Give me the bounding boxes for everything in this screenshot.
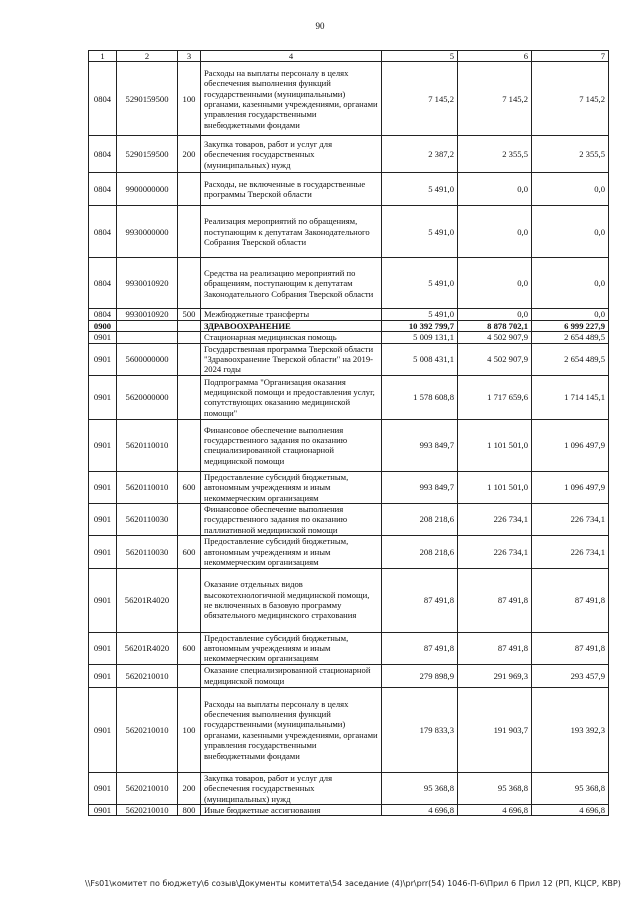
amount-year1-cell: 87 491,8	[382, 568, 458, 632]
section-code-cell: 0901	[89, 664, 117, 687]
section-code-cell: 0901	[89, 419, 117, 471]
section-code-cell: 0804	[89, 309, 117, 320]
amount-year3-cell: 87 491,8	[532, 632, 609, 664]
description-cell: Стационарная медицинская помощь	[201, 332, 382, 343]
table-row	[89, 258, 609, 309]
amount-year2-cell: 8 878 702,1	[458, 320, 532, 331]
amount-year3-cell: 0,0	[532, 206, 609, 258]
amount-year2-cell: 87 491,8	[458, 568, 532, 632]
target-article-cell: 5620210010	[117, 687, 178, 772]
table-row	[89, 687, 609, 772]
amount-year1-cell: 7 145,2	[382, 62, 458, 136]
amount-year3-cell: 2 355,5	[532, 136, 609, 173]
description-cell: Предоставление субсидий бюджетным, автономным учреждениям и иным некоммерческим организациям	[201, 632, 382, 664]
target-article-cell: 9930010920	[117, 258, 178, 309]
page-number: 90	[315, 21, 325, 31]
amount-year1-cell: 208 218,6	[382, 536, 458, 568]
amount-year3-cell: 7 145,2	[532, 62, 609, 136]
target-article-cell: 5620110010	[117, 471, 178, 503]
amount-year2-cell: 0,0	[458, 309, 532, 320]
table-header-row	[89, 51, 609, 62]
section-code-cell: 0804	[89, 206, 117, 258]
description-cell: Межбюджетные трансферты	[201, 309, 382, 320]
expense-type-cell	[178, 419, 201, 471]
amount-year2-cell: 95 368,8	[458, 772, 532, 804]
amount-year2-cell: 1 717 659,6	[458, 375, 532, 419]
section-code-cell: 0901	[89, 632, 117, 664]
amount-year1-cell: 279 898,9	[382, 664, 458, 687]
section-code-cell: 0901	[89, 332, 117, 343]
description-cell: Средства на реализацию мероприятий по обращениям, поступающим к депутатам Законодательного Собрания Тверской области	[201, 258, 382, 309]
footer-file-path: \\Fs01\комитет по бюджету\6 созыв\Документы комитета\54 заседание (4)\pr\prr(54) 1046-П-6\Прил 6 Прил 12 (РП, КЦСР, КВР)	[85, 879, 621, 888]
section-code-cell: 0901	[89, 536, 117, 568]
amount-year1-cell: 10 392 799,7	[382, 320, 458, 331]
amount-year1-cell: 993 849,7	[382, 471, 458, 503]
header-cell: 2	[117, 51, 178, 62]
table-row	[89, 206, 609, 258]
expense-type-cell	[178, 173, 201, 206]
header-cell: 7	[532, 51, 609, 62]
expense-type-cell	[178, 568, 201, 632]
amount-year2-cell: 2 355,5	[458, 136, 532, 173]
expense-type-cell	[178, 504, 201, 536]
amount-year2-cell: 4 502 907,9	[458, 343, 532, 375]
amount-year3-cell: 226 734,1	[532, 536, 609, 568]
expense-type-cell: 200	[178, 136, 201, 173]
amount-year1-cell: 5 491,0	[382, 173, 458, 206]
amount-year2-cell: 291 969,3	[458, 664, 532, 687]
section-code-cell: 0804	[89, 62, 117, 136]
table-row	[89, 62, 609, 136]
target-article-cell: 9930000000	[117, 206, 178, 258]
description-cell: Расходы на выплаты персоналу в целях обеспечения выполнения функций государственными (муниципальными) органами, казенными учреждениями, органами управления государственными внебюджетными фондами	[201, 62, 382, 136]
amount-year2-cell: 4 502 907,9	[458, 332, 532, 343]
amount-year3-cell: 2 654 489,5	[532, 343, 609, 375]
table-row	[89, 309, 609, 320]
description-cell: Расходы на выплаты персоналу в целях обеспечения выполнения функций государственными (муниципальными) органами, казенными учреждениями, органами управления государственными внебюджетными фондами	[201, 687, 382, 772]
target-article-cell: 5620110030	[117, 536, 178, 568]
expense-type-cell: 100	[178, 687, 201, 772]
target-article-cell: 56201R4020	[117, 632, 178, 664]
target-article-cell: 5600000000	[117, 343, 178, 375]
amount-year1-cell: 87 491,8	[382, 632, 458, 664]
target-article-cell: 5290159500	[117, 62, 178, 136]
description-cell: Государственная программа Тверской области "Здравоохранение Тверской области" на 2019-2024 годы	[201, 343, 382, 375]
amount-year2-cell: 0,0	[458, 258, 532, 309]
amount-year2-cell: 1 101 501,0	[458, 419, 532, 471]
amount-year3-cell: 1 714 145,1	[532, 375, 609, 419]
amount-year3-cell: 1 096 497,9	[532, 471, 609, 503]
amount-year3-cell: 293 457,9	[532, 664, 609, 687]
expense-type-cell: 600	[178, 471, 201, 503]
amount-year1-cell: 5 491,0	[382, 206, 458, 258]
section-code-cell: 0901	[89, 804, 117, 815]
expense-type-cell: 100	[178, 62, 201, 136]
description-cell: ЗДРАВООХРАНЕНИЕ	[201, 320, 382, 331]
target-article-cell: 5620210010	[117, 772, 178, 804]
table-row	[89, 419, 609, 471]
amount-year2-cell: 1 101 501,0	[458, 471, 532, 503]
description-cell: Предоставление субсидий бюджетным, автономным учреждениям и иным некоммерческим организациям	[201, 536, 382, 568]
table-row	[89, 375, 609, 419]
section-code-cell: 0901	[89, 772, 117, 804]
target-article-cell: 5620210010	[117, 664, 178, 687]
expense-type-cell: 200	[178, 772, 201, 804]
amount-year1-cell: 95 368,8	[382, 772, 458, 804]
amount-year1-cell: 5 491,0	[382, 309, 458, 320]
amount-year2-cell: 0,0	[458, 206, 532, 258]
expense-type-cell	[178, 258, 201, 309]
amount-year1-cell: 5 008 431,1	[382, 343, 458, 375]
expense-type-cell	[178, 320, 201, 331]
amount-year2-cell: 191 903,7	[458, 687, 532, 772]
amount-year3-cell: 2 654 489,5	[532, 332, 609, 343]
expense-type-cell	[178, 343, 201, 375]
table-row	[89, 664, 609, 687]
amount-year3-cell: 193 392,3	[532, 687, 609, 772]
table-row	[89, 536, 609, 568]
amount-year1-cell: 5 491,0	[382, 258, 458, 309]
amount-year1-cell: 1 578 608,8	[382, 375, 458, 419]
amount-year3-cell: 1 096 497,9	[532, 419, 609, 471]
section-code-cell: 0900	[89, 320, 117, 331]
description-cell: Финансовое обеспечение выполнения государственного задания по оказанию паллиативной медицинской помощи	[201, 504, 382, 536]
table-row	[89, 471, 609, 503]
amount-year2-cell: 87 491,8	[458, 632, 532, 664]
table-row	[89, 343, 609, 375]
section-code-cell: 0901	[89, 343, 117, 375]
amount-year1-cell: 208 218,6	[382, 504, 458, 536]
description-cell: Подпрограмма "Организация оказания медицинской помощи и предоставления услуг, сопутствующих оказанию медицинской помощи"	[201, 375, 382, 419]
target-article-cell: 5620110030	[117, 504, 178, 536]
description-cell: Предоставление субсидий бюджетным, автономным учреждениям и иным некоммерческим организациям	[201, 471, 382, 503]
expense-type-cell: 600	[178, 632, 201, 664]
description-cell: Закупка товаров, работ и услуг для обеспечения государственных (муниципальных) нужд	[201, 136, 382, 173]
target-article-cell	[117, 332, 178, 343]
expense-type-cell: 500	[178, 309, 201, 320]
expense-type-cell	[178, 332, 201, 343]
description-cell: Реализация мероприятий по обращениям, поступающим к депутатам Законодательного Собрания Тверской области	[201, 206, 382, 258]
target-article-cell: 5620210010	[117, 804, 178, 815]
target-article-cell: 5620110010	[117, 419, 178, 471]
expense-type-cell: 800	[178, 804, 201, 815]
target-article-cell: 56201R4020	[117, 568, 178, 632]
amount-year3-cell: 4 696,8	[532, 804, 609, 815]
section-code-cell: 0804	[89, 136, 117, 173]
budget-table	[88, 50, 609, 816]
amount-year1-cell: 4 696,8	[382, 804, 458, 815]
table-row	[89, 632, 609, 664]
header-cell: 4	[201, 51, 382, 62]
expense-type-cell	[178, 375, 201, 419]
table-row	[89, 173, 609, 206]
expense-type-cell: 600	[178, 536, 201, 568]
amount-year3-cell: 6 999 227,9	[532, 320, 609, 331]
target-article-cell	[117, 320, 178, 331]
amount-year2-cell: 4 696,8	[458, 804, 532, 815]
amount-year2-cell: 7 145,2	[458, 62, 532, 136]
section-code-cell: 0804	[89, 258, 117, 309]
table-row	[89, 568, 609, 632]
table-row	[89, 320, 609, 331]
section-code-cell: 0901	[89, 568, 117, 632]
target-article-cell: 5290159500	[117, 136, 178, 173]
target-article-cell: 9930010920	[117, 309, 178, 320]
amount-year2-cell: 0,0	[458, 173, 532, 206]
header-cell: 5	[382, 51, 458, 62]
amount-year3-cell: 0,0	[532, 173, 609, 206]
description-cell: Расходы, не включенные в государственные программы Тверской области	[201, 173, 382, 206]
expense-type-cell	[178, 206, 201, 258]
amount-year3-cell: 0,0	[532, 309, 609, 320]
header-cell: 6	[458, 51, 532, 62]
amount-year3-cell: 0,0	[532, 258, 609, 309]
amount-year3-cell: 87 491,8	[532, 568, 609, 632]
description-cell: Оказание специализированной стационарной медицинской помощи	[201, 664, 382, 687]
target-article-cell: 9900000000	[117, 173, 178, 206]
description-cell: Оказание отдельных видов высокотехнологичной медицинской помощи, не включенных в базовую программу обязательного медицинского страхования	[201, 568, 382, 632]
description-cell: Закупка товаров, работ и услуг для обеспечения государственных (муниципальных) нужд	[201, 772, 382, 804]
section-code-cell: 0901	[89, 504, 117, 536]
header-cell: 3	[178, 51, 201, 62]
header-cell: 1	[89, 51, 117, 62]
target-article-cell: 5620000000	[117, 375, 178, 419]
table-row	[89, 136, 609, 173]
amount-year3-cell: 95 368,8	[532, 772, 609, 804]
table-row	[89, 804, 609, 815]
amount-year3-cell: 226 734,1	[532, 504, 609, 536]
amount-year1-cell: 5 009 131,1	[382, 332, 458, 343]
section-code-cell: 0804	[89, 173, 117, 206]
description-cell: Иные бюджетные ассигнования	[201, 804, 382, 815]
amount-year2-cell: 226 734,1	[458, 504, 532, 536]
table-row	[89, 504, 609, 536]
amount-year2-cell: 226 734,1	[458, 536, 532, 568]
section-code-cell: 0901	[89, 471, 117, 503]
amount-year1-cell: 179 833,3	[382, 687, 458, 772]
amount-year1-cell: 993 849,7	[382, 419, 458, 471]
table-row	[89, 772, 609, 804]
amount-year1-cell: 2 387,2	[382, 136, 458, 173]
section-code-cell: 0901	[89, 375, 117, 419]
section-code-cell: 0901	[89, 687, 117, 772]
table-row	[89, 332, 609, 343]
description-cell: Финансовое обеспечение выполнения государственного задания по оказанию специализированной стационарной медицинской помощи	[201, 419, 382, 471]
expense-type-cell	[178, 664, 201, 687]
